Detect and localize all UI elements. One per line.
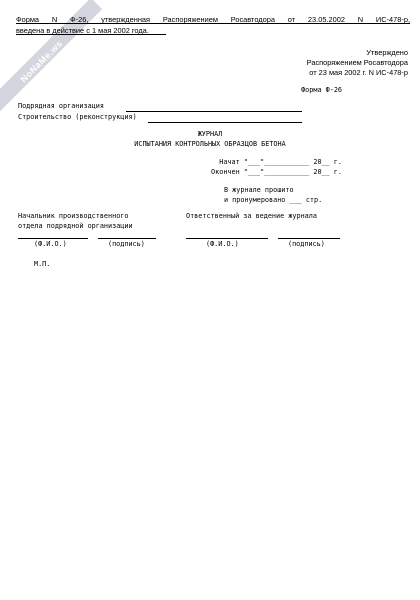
watermark-text: NoNaMe.ws xyxy=(18,38,65,85)
fio-left-line xyxy=(18,238,88,239)
approval-line-3: от 23 мая 2002 г. N ИС-478-р xyxy=(309,68,408,77)
sign-left: (подпись) xyxy=(108,240,145,248)
stamp-place: М.П. xyxy=(34,260,51,268)
sign-right-line xyxy=(278,238,340,239)
form-number: Форма Ф-26 xyxy=(301,86,342,94)
head-left-line-1: Начальник производственного xyxy=(18,212,129,220)
started-date: Начат "___"___________ 20__ г. xyxy=(219,158,342,166)
fio-left: (Ф.И.О.) xyxy=(34,240,67,248)
head-right: Ответственный за ведение журнала xyxy=(186,212,317,220)
journal-subtitle: ИСПЫТАНИЯ КОНТРОЛЬНЫХ ОБРАЗЦОВ БЕТОНА xyxy=(134,140,286,148)
org-field-line xyxy=(126,111,302,112)
header-line-1: Форма N Ф-26, утвержденная Распоряжением Росавтодора от 23.05.2002 N ИС-478-р, xyxy=(16,15,410,24)
org-label: Подрядная организация xyxy=(18,102,104,110)
header-underline-1 xyxy=(16,23,410,24)
header-line-2: введена в действие с 1 мая 2002 года. xyxy=(16,26,149,35)
approval-line-2: Распоряжением Росавтодора xyxy=(306,58,408,67)
approval-line-1: Утверждено xyxy=(366,48,408,57)
sign-right: (подпись) xyxy=(288,240,325,248)
sign-left-line xyxy=(98,238,156,239)
construction-label: Строительство (реконструкция) xyxy=(18,113,137,121)
stitched-line-2: и пронумеровано ___ стр. xyxy=(224,196,323,204)
fio-right-line xyxy=(186,238,268,239)
document-header xyxy=(16,12,410,40)
finished-date: Окончен "___"___________ 20__ г. xyxy=(211,168,342,176)
stitched-line-1: В журнале прошито xyxy=(224,186,294,194)
journal-title: ЖУРНАЛ xyxy=(197,130,223,138)
construction-field-line xyxy=(148,122,302,123)
fio-right: (Ф.И.О.) xyxy=(206,240,239,248)
header-underline-2 xyxy=(16,34,166,35)
head-left-line-2: отдела подрядной организации xyxy=(18,222,133,230)
